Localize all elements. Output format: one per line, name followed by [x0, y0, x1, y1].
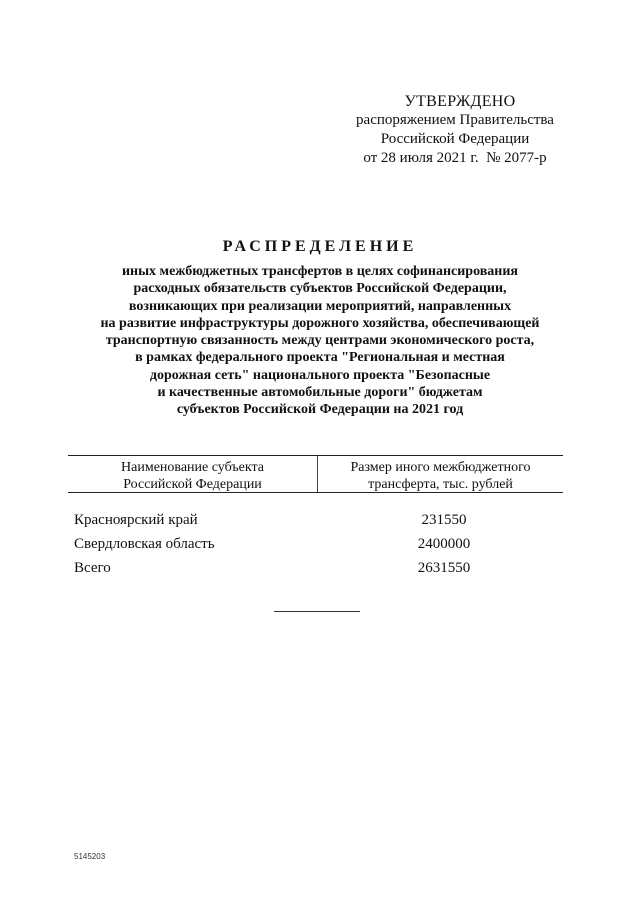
approval-line-1: распоряжением Правительства [356, 112, 554, 128]
subtitle-line: транспортную связанность между центрами экономического роста, [105, 333, 535, 349]
header-text: Российской Федерации [123, 477, 262, 492]
subtitle-line: расходных обязательств субъектов Российской Федерации, [133, 281, 507, 297]
table-row [68, 532, 563, 556]
table-row [68, 508, 563, 532]
document-title: РАСПРЕДЕЛЕНИЕ [222, 238, 418, 255]
distribution-table [68, 455, 563, 580]
column-header-subject [68, 456, 318, 492]
subject-name: Свердловская область [74, 535, 215, 552]
transfer-amount: 2631550 [417, 559, 471, 576]
subtitle-line: на развитие инфраструктуры дорожного хозяйства, обеспечивающей [100, 315, 540, 331]
subtitle-line: иных межбюджетных трансфертов в целях софинансирования [121, 264, 518, 279]
end-divider [274, 611, 360, 612]
subject-name: Красноярский край [74, 511, 198, 528]
subtitle-line: дорожная сеть" национального проекта "Безопасные [149, 367, 491, 383]
document-subtitle [40, 263, 600, 419]
subject-name: Всего [74, 559, 111, 576]
approval-title: УТВЕРЖДЕНО [404, 93, 516, 110]
transfer-amount: 231550 [421, 511, 467, 528]
document-code: 5145203 [74, 852, 106, 861]
subtitle-line: и качественные автомобильные дороги" бюджетам [157, 385, 483, 401]
approval-line-3: от 28 июля 2021 г. № 2077-р [363, 150, 547, 166]
table-body [68, 508, 563, 580]
header-text: трансферта, тыс. рублей [368, 477, 513, 492]
approval-block [300, 92, 610, 168]
header-text: Наименование субъекта [121, 460, 264, 475]
approval-line-2: Российской Федерации [380, 131, 530, 147]
subtitle-line: в рамках федерального проекта "Региональная и местная [135, 350, 505, 366]
transfer-amount: 2400000 [417, 535, 471, 552]
table-header [68, 455, 563, 493]
subtitle-line: субъектов Российской Федерации на 2021 год [176, 402, 464, 418]
table-row-total [68, 556, 563, 580]
header-text: Размер иного межбюджетного [350, 460, 531, 475]
subtitle-line: возникающих при реализации мероприятий, направленных [128, 298, 512, 314]
column-header-amount [318, 456, 563, 492]
